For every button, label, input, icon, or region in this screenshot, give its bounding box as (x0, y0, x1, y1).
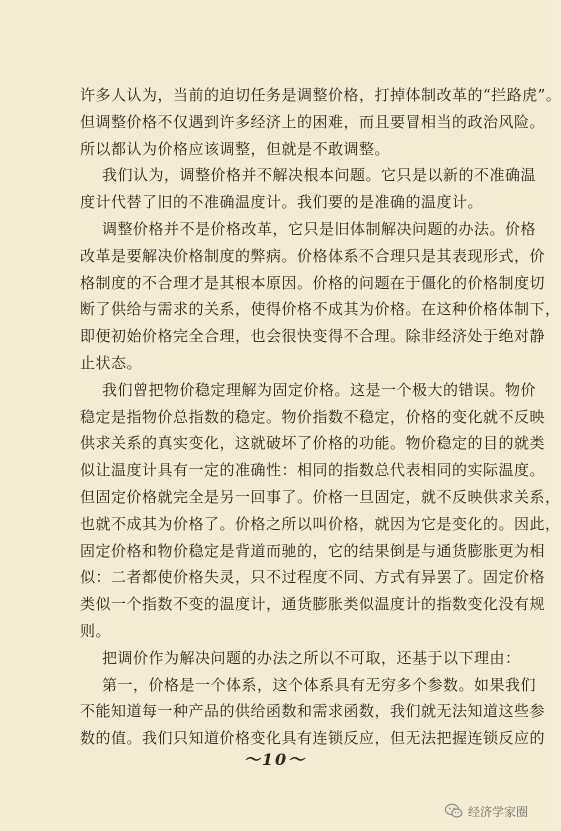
text-line: 但调整价格不仅遇到许多经济上的困难，而且要冒相当的政治风险。 (80, 112, 546, 131)
text-line: 我们认为，调整价格并不解决根本问题。它只是以新的不准确温 (102, 166, 537, 185)
text-line: 改革是要解决价格制度的弊病。价格体系不合理只是其表现形式，价 (80, 246, 546, 265)
text-line: 不能知道每一种产品的供给函数和需求函数，我们就无法知道这些参 (80, 702, 546, 721)
watermark (444, 801, 528, 821)
page-number: ～10～ (243, 750, 307, 769)
text-line: 止状态。 (80, 353, 143, 372)
text-line: 供求关系的真实变化，这就破坏了价格的功能。物价稳定的目的就类 (80, 434, 546, 453)
text-line: 数的值。我们只知道价格变化具有连锁反应，但无法把握连锁反应的 (80, 729, 546, 748)
text-line: 我们曾把物价稳定理解为固定价格。这是一个极大的错误。物价 (102, 380, 537, 399)
text-line: 似让温度计具有一定的准确性：相同的指数总代表相同的实际温度。 (80, 461, 546, 480)
text-line: 似：二者都使价格失灵，只不过程度不同、方式有异罢了。固定价格 (80, 568, 546, 587)
text-line: 但固定价格就完全是另一回事了。价格一旦固定，就不反映供求关系， (80, 487, 561, 506)
text-line: 度计代替了旧的不准确温度计。我们要的是准确的温度计。 (80, 193, 484, 212)
text-line: 所以都认为价格应该调整，但就是不敢调整。 (80, 139, 391, 158)
text-line: 则。 (80, 621, 112, 640)
text-line: 第一，价格是一个体系，这个体系具有无穷多个参数。如果我们 (102, 675, 537, 694)
text-line: 调整价格并不是价格改革，它只是旧体制解决问题的办法。价格 (102, 219, 537, 238)
text-line: 格制度的不合理才是其根本原因。价格的问题在于僵化的价格制度切 (80, 273, 546, 292)
text-line: 类似一个指数不变的温度计，通货膨胀类似温度计的指数变化没有规 (80, 595, 546, 614)
text-line: 稳定是指物价总指数的稳定。物价指数不稳定，价格的变化就不反映 (80, 407, 546, 426)
wechat-icon (444, 801, 464, 821)
text-line: 固定价格和物价稳定是背道而驰的，它的结果倒是与通货膨胀更为相 (80, 541, 546, 560)
text-line: 也就不成其为价格了。价格之所以叫价格，就因为它是变化的。因此， (80, 514, 561, 533)
text-line: 把调价作为解决问题的办法之所以不可取，还基于以下理由： (102, 648, 521, 667)
text-line: 即便初始价格完全合理，也会很快变得不合理。除非经济处于绝对静 (80, 327, 546, 346)
body-text (80, 82, 561, 752)
text-line: 断了供给与需求的关系，使得价格不成其为价格。在这种价格体制下， (80, 300, 561, 319)
watermark-text: 经济学家圈 (467, 804, 528, 819)
text-line: 许多人认为，当前的迫切任务是调整价格，打掉体制改革的“拦路虎”。 (80, 86, 561, 104)
